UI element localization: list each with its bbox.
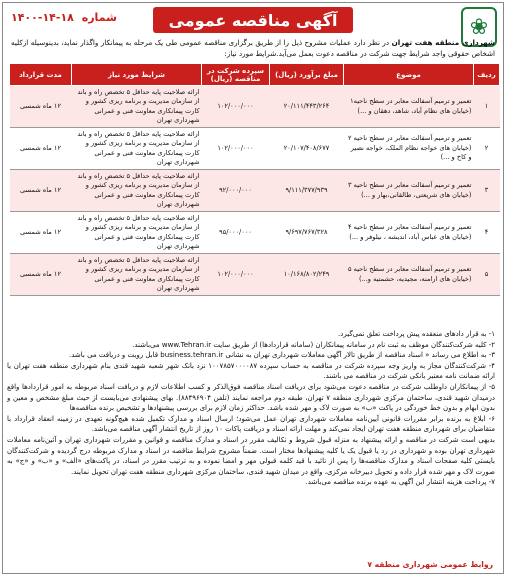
cell-row-no: ۴ xyxy=(474,212,500,254)
cell-row-no: ۵ xyxy=(474,254,500,296)
cell-deposit: ۱۰۲/۰۰۰/۰۰۰ xyxy=(202,254,270,296)
table-row xyxy=(10,170,500,212)
col-header-duration: مدت قرارداد xyxy=(10,64,72,86)
condition-item: بدیهی است شرکت در مناقصه و ارائه پیشنهاد به منزله قبول شروط و تکالیف مقرر در اسناد و مدارک مناقصه و قوانین و مقررات شهرداری تهران و آئین‌نامه معاملات شهرداری تهران بوده و شهرداری در رد یا قبول یک یا کلیه پیشنهادها مختار است. ضمناً مشروح شرایط مناقصه در اسناد و مدارک مربوطه درج گردیده و شرکت‌کنندگان بایستی کلیه صفحات اسناد و مدارک مناقصه‌ها را پس از تائید با قید کلمه قبولی مهر و امضا نموده و به ترتیب مقرر در اسناد، در پاکت‌های «الف» و «ب» و «ج» به صورت لاک و مهر شده قرار داده و تحویل دبیرخانه مرکزی، واقع در میدان شهید قندی، ساختمان مرکزی شهرداری منطقه هفت تهران تحویل نمایند. xyxy=(7,435,495,476)
cell-duration: ۱۲ ماه شمسی xyxy=(10,254,72,296)
cell-deposit: ۹۵/۰۰۰/۰۰۰ xyxy=(202,212,270,254)
cell-requirements: ارائه صلاحیت پایه حداقل ۵ تخصص راه و باند از سازمان مدیریت و برنامه ریزی کشور و کارت پیمانکاری معاونت فنی و عمرانی شهرداری تهران xyxy=(72,128,202,170)
municipality-logo-icon: ❀ xyxy=(461,7,497,47)
condition-item: ۴- شرکت‌کنندگان مجاز به واریز وجه سپرده شرکت در مناقصه به حساب سپرده ۱۰۰۷۸۵۷۰۰۰۰۸۷ نزد بانک شهر شعبه شهید قندی بنام شهرداری منطقه هفت تهران یا ارائه ضمانت نامه معتبر بانکی شرکت در مناقصه می باشند. xyxy=(7,361,495,381)
cell-estimate: ۲۰/۱۰۷/۴۰۸/۶۷۷ xyxy=(270,128,344,170)
cell-estimate: ۲۰/۱۱۱/۴۴۳/۲۶۴ xyxy=(270,86,344,128)
col-header-subject: موضوع xyxy=(344,64,474,86)
condition-item: ۱- به قرار دادهای منعقده پیش پرداخت تعلق نمی‌گیرد. xyxy=(338,330,495,338)
intro-org: شهرداری منطقه هفت تهران xyxy=(391,38,495,47)
condition-item: ۲- کلیه شرکت‌کنندگان موظف به ثبت نام در سامانه پیمانکاران (سامانه قراردادها) از طریق سایت www.Tehran.ir می‌باشند. xyxy=(132,340,495,349)
table-row xyxy=(10,86,500,128)
cell-subject: تعمیر و ترمیم آسفالت معابر در سطح ناحیه ۲ (خیابان های خواجه نظام الملک، خواجه نصیر و کاخ و ...) xyxy=(344,128,474,170)
cell-row-no: ۲ xyxy=(474,128,500,170)
cell-row-no: ۳ xyxy=(474,170,500,212)
condition-item: ۵- از پیمانکاران داوطلب شرکت در مناقصه دعوت می‌شود برای دریافت اسناد مناقصه فوق‌الذکر و کسب اطلاعات لازم و دریافت اسناد مربوطه به امور قراردادها واقع درمیدان شهید قندی، ساختمان مرکزی شهرداری منطقه ۷ تهران، طبقه دوم مراجعه نمایند (تلفن ۸۸۴۹۶۹۰۴). بهای پیشنهادی می‌بایست از حیث مبلغ مشخص و معین و بدون ابهام و بدون خط خوردگی در پاکت «ب» به صورت لاک و مهر شده باشد. حداکثر زمان لازم برای بررسی پیشنهادها و تشخیص برنده مناقصه‌ها xyxy=(7,382,496,413)
tender-table xyxy=(9,63,500,296)
col-header-row-no: ردیف xyxy=(474,64,500,86)
table-row xyxy=(10,128,500,170)
table-row xyxy=(10,254,500,296)
cell-requirements: ارائه صلاحیت پایه حداقل ۵ تخصص راه و باند از سازمان مدیریت و برنامه ریزی کشور و کارت پیمانکاری معاونت فنی و عمرانی شهرداری تهران xyxy=(72,254,202,296)
condition-item: ۳- به اطلاع می رساند « اسناد مناقصه از طریق تالار آگهی معاملات شهرداری تهران به نشانی business.tehran.ir قابل رویت و دریافت می باشد. xyxy=(69,351,495,360)
cell-deposit: ۹۲/۰۰۰/۰۰۰ xyxy=(202,170,270,212)
cell-requirements: ارائه صلاحیت پایه حداقل ۵ تخصص راه و باند از سازمان مدیریت و برنامه ریزی کشور و کارت پیمانکاری معاونت فنی و عمرانی شهرداری تهران xyxy=(72,170,202,212)
cell-estimate: ۱۰/۱۶۸/۸۰۲/۲۴۹ xyxy=(270,254,344,296)
cell-row-no: ۱ xyxy=(474,86,500,128)
notice-page xyxy=(2,2,504,574)
col-header-deposit: سپرده شرکت در مناقصه (ریال) xyxy=(202,64,270,86)
conditions-section xyxy=(7,329,495,488)
footer-signature: روابط عمومی شهرداری منطقه ۷ xyxy=(367,560,493,569)
number-label: شماره xyxy=(81,11,117,24)
col-header-estimate: مبلغ برآورد (ریال) xyxy=(270,64,344,86)
col-header-requirements: شرایط مورد نیاز xyxy=(72,64,202,86)
cell-estimate: ۹/۱۱۱/۳۷۷/۹۳۹ xyxy=(270,170,344,212)
cell-duration: ۱۲ ماه شمسی xyxy=(10,170,72,212)
cell-deposit: ۱۰۲/۰۰۰/۰۰۰ xyxy=(202,86,270,128)
cell-deposit: ۱۰۲/۰۰۰/۰۰۰ xyxy=(202,128,270,170)
cell-subject: تعمیر و ترمیم آسفالت معابر در سطح ناحیه۱ (خیابان های نظام آباد، شاهد، دهقان و ...) xyxy=(344,86,474,128)
cell-subject: تعمیر و ترمیم آسفالت معابر در سطح ناحیه ۳ (خیابان های شریعتی، طالقانی،بهار و ...) xyxy=(344,170,474,212)
cell-requirements: ارائه صلاحیت پایه حداقل ۵ تخصص راه و باند از سازمان مدیریت و برنامه ریزی کشور و کارت پیمانکاری معاونت فنی و عمرانی شهرداری تهران xyxy=(72,86,202,128)
condition-item: ۶- ابلاغ به برنده برابر مقررات قانونی آیین‌نامه معاملات شهرداری تهران عمل می‌شود؛ ارسال اسناد و مدارک تکمیل شده هیچ‌گونه تعهدی در زمینه انعقاد قرارداد با متقاضیان برای شهرداری منطقه هفت تهران ایجاد نمی‌کند و مهلت ارائه اسناد و دریافت پاکات ۱۰ روز از تاریخ انتشار آگهی مناقصه می‌باشد. xyxy=(7,414,495,434)
cell-duration: ۱۲ ماه شمسی xyxy=(10,212,72,254)
condition-item: ۷- پرداخت هزینه انتشار این آگهی به عهده برنده مناقصه می‌باشد. xyxy=(305,478,495,487)
notice-title: آگهی مناقصه عمومی xyxy=(153,7,353,33)
intro-paragraph xyxy=(11,37,495,59)
cell-estimate: ۹/۶۹۷/۷۶۷/۳۲۸ xyxy=(270,212,344,254)
intro-text: در نظر دارد عملیات مشروح ذیل را از طریق برگزاری مناقصه عمومی طی یک مرحله به پیمانکار واگذار نماید، بدینوسیله ازکلیه اشخاص حقوقی واجد شرایط جهت شرکت در مناقصه دعوت بعمل می‌آید.شرایط مورد نیاز: xyxy=(11,38,495,58)
cell-subject: تعمیر و ترمیم آسفالت معابر در سطح ناحیه ۴ (خیابان های عباس آباد، اندیشه ، نیلوفر و ...) xyxy=(344,212,474,254)
number-value: ۱۸-۱۴-۱۴۰۰ xyxy=(11,11,74,24)
cell-requirements: ارائه صلاحیت پایه حداقل ۵ تخصص راه و باند از سازمان مدیریت و برنامه ریزی کشور و کارت پیمانکاری معاونت فنی و عمرانی شهرداری تهران xyxy=(72,212,202,254)
cell-subject: تعمیر و ترمیم آسفالت معابر در سطح ناحیه ۵ (خیابان های ارامنه، مجیدیه، حشمتیه و...) xyxy=(344,254,474,296)
table-row xyxy=(10,212,500,254)
cell-duration: ۱۲ ماه شمسی xyxy=(10,86,72,128)
table-header-row xyxy=(10,64,500,86)
cell-duration: ۱۲ ماه شمسی xyxy=(10,128,72,170)
notice-number xyxy=(11,11,117,24)
